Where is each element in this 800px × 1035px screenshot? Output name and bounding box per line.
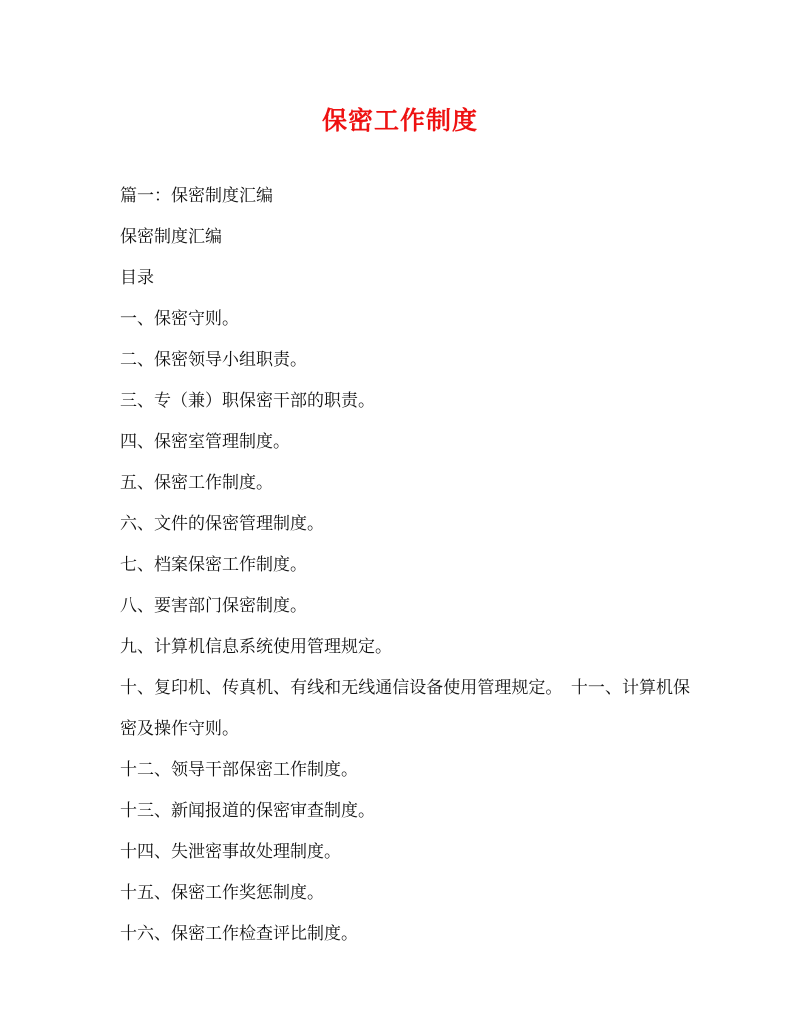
text-line: 三、专（兼）职保密干部的职责。: [120, 391, 375, 411]
text-line: 六、文件的保密管理制度。: [120, 514, 324, 534]
document-title: 保密工作制度: [321, 106, 478, 135]
text-line: 十四、失泄密事故处理制度。: [120, 842, 341, 862]
text-line: 十二、领导干部保密工作制度。: [120, 760, 358, 780]
text-line: 十六、保密工作检查评比制度。: [120, 924, 358, 944]
wrapped-paragraph: 十、复印机、传真机、有线和无线通信设备使用管理规定。 十一、计算机保密及操作守则。: [120, 678, 690, 739]
text-line: 篇一：保密制度汇编: [120, 186, 273, 206]
text-line: 九、计算机信息系统使用管理规定。: [120, 637, 392, 657]
text-line: 一、保密守则。: [120, 309, 239, 329]
text-line: 八、要害部门保密制度。: [120, 596, 307, 616]
document-body: [120, 176, 690, 955]
text-line: 五、保密工作制度。: [120, 473, 273, 493]
text-line: 四、保密室管理制度。: [120, 432, 290, 452]
text-line: 二、保密领导小组职责。: [120, 350, 307, 370]
text-line: 七、档案保密工作制度。: [120, 555, 307, 575]
text-line: 目录: [120, 268, 154, 288]
text-line: 十三、新闻报道的保密审查制度。: [120, 801, 375, 821]
text-line: 十五、保密工作奖惩制度。: [120, 883, 324, 903]
text-line: 保密制度汇编: [120, 227, 222, 247]
